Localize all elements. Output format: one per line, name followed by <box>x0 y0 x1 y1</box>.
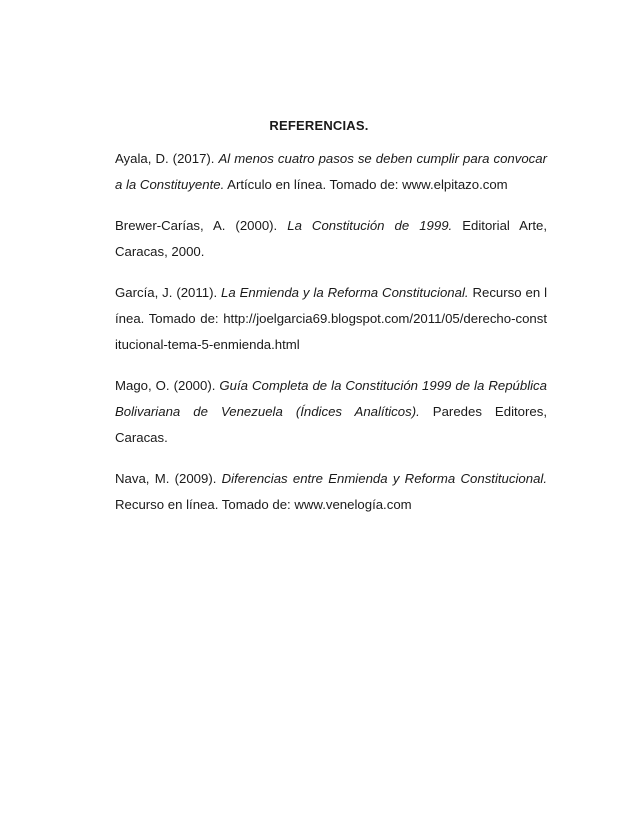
reference-title: La Enmienda y la Reforma Constitucional. <box>221 285 469 300</box>
reference-details: Recurso en línea. Tomado de: www.venelogía.com <box>115 497 412 512</box>
reference-details: Editorial Arte, Caracas, 2000. <box>115 218 547 259</box>
reference-author: Nava, M. (2009). <box>115 471 222 486</box>
reference-details: Paredes Editores, Caracas. <box>115 404 547 445</box>
reference-title: La Constitución de 1999. <box>287 218 453 233</box>
reference-details: Recurso en línea. Tomado de: http://joelgarcia69.blogspot.com/2011/05/derecho-constitucional-tema-5-enmienda.html <box>115 285 547 352</box>
reference-author: Mago, O. (2000). <box>115 378 220 393</box>
reference-title: Guía Completa de la Constitución 1999 de la República Bolivariana de Venezuela (Índices Analíticos). <box>115 378 547 419</box>
page-title: REFERENCIAS. <box>269 118 369 133</box>
reference-details: Artículo en línea. Tomado de: www.elpitazo.com <box>224 177 508 192</box>
reference-entry-brewer-carias <box>115 213 547 265</box>
reference-entry-ayala <box>115 146 547 198</box>
reference-list <box>115 146 547 533</box>
reference-entry-mago <box>115 373 547 451</box>
reference-entry-nava <box>115 466 547 518</box>
reference-author: Ayala, D. (2017). <box>115 151 219 166</box>
reference-entry-garcia <box>115 280 547 358</box>
reference-author: García, J. (2011). <box>115 285 222 300</box>
reference-title: Al menos cuatro pasos se deben cumplir para convocar a la Constituyente. <box>115 151 547 192</box>
reference-author: Brewer-Carías, A. (2000). <box>115 218 288 233</box>
reference-title: Diferencias entre Enmienda y Reforma Constitucional. <box>221 471 547 486</box>
